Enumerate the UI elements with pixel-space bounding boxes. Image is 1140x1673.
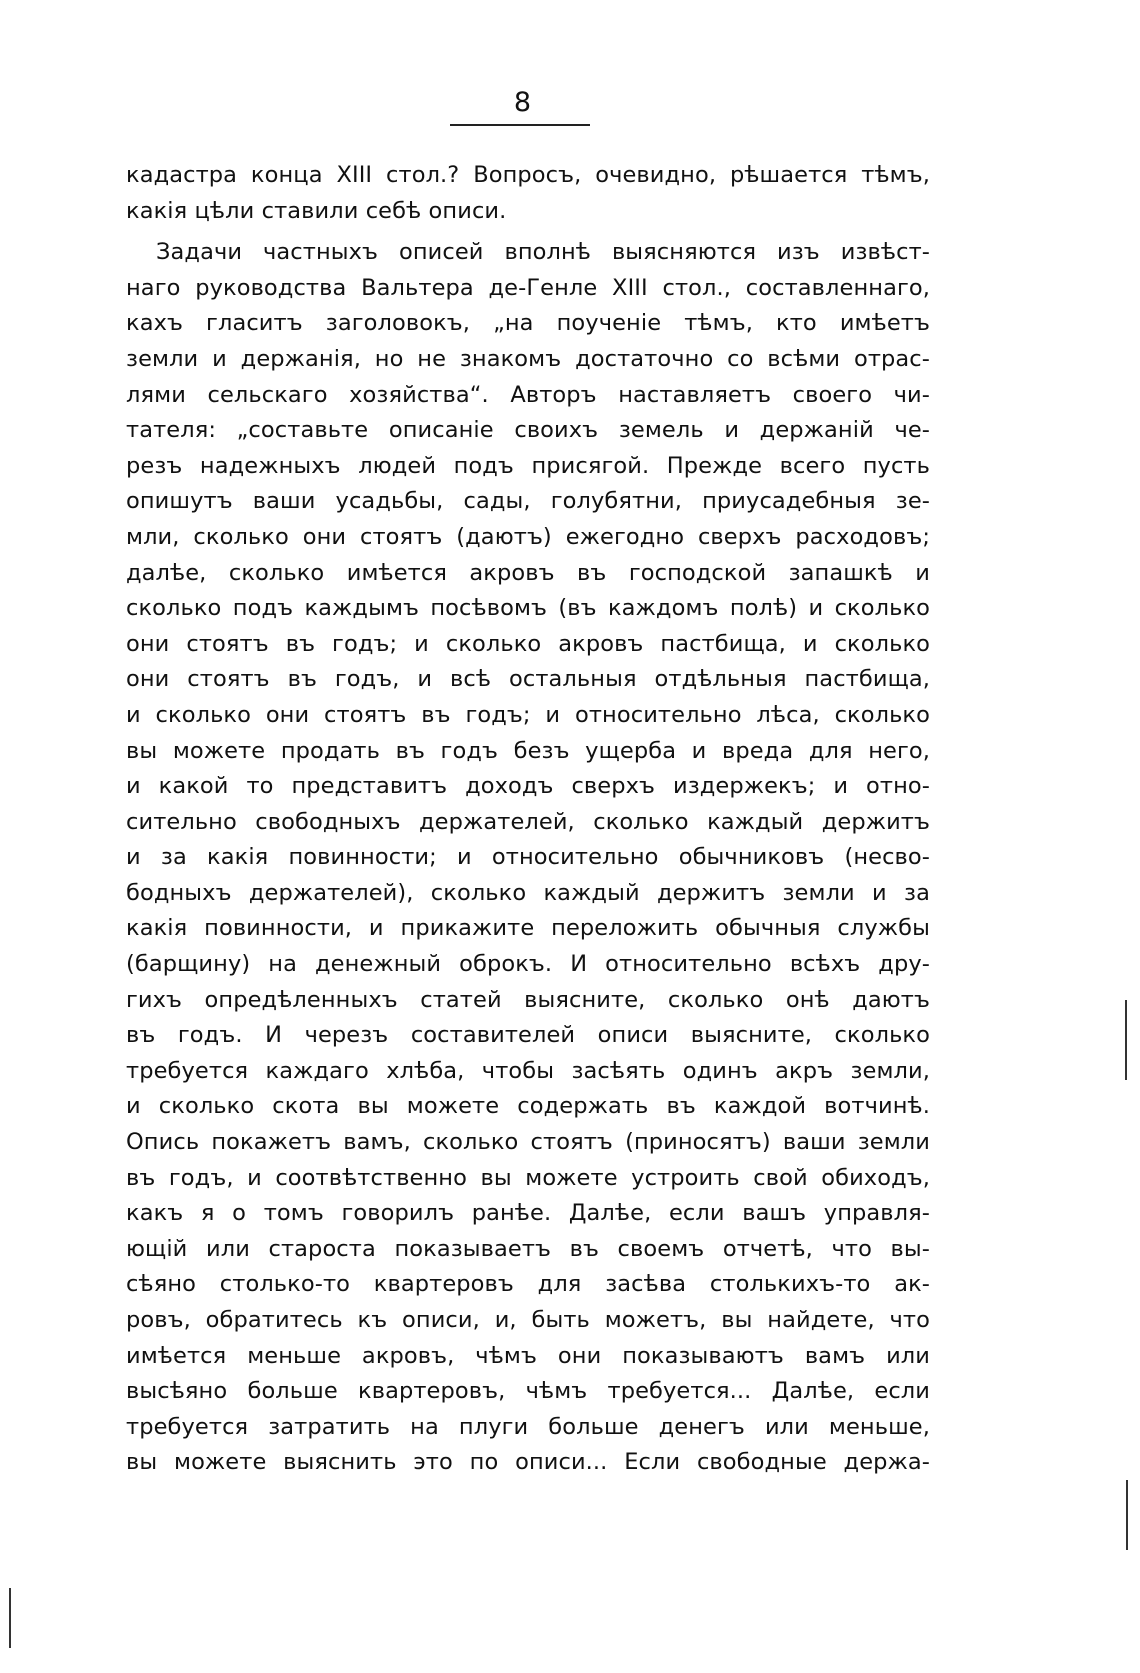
body-text (126, 158, 930, 1481)
text-line: кахъ гласитъ заголовокъ, „на поученіе тѣмъ, кто имѣетъ (126, 310, 930, 337)
text-line: тателя: „составьте описаніе своихъ земель и держаній че- (126, 417, 930, 444)
text-line: (барщину) на денежный оброкъ. И относительно всѣхъ дру- (126, 951, 930, 978)
margin-mark (1125, 1000, 1127, 1080)
text-line: бодныхъ держателей), сколько каждый держитъ земли и за (126, 879, 930, 906)
text-line: сительно свободныхъ держателей, сколько каждый держитъ (126, 808, 930, 835)
text-line: ющій или староста показываетъ въ своемъ отчетѣ, что вы- (126, 1235, 930, 1262)
text-line: имѣется меньше акровъ, чѣмъ они показываютъ вамъ или (126, 1342, 930, 1369)
text-line: требуется затратить на плуги больше денегъ или меньше, (126, 1413, 930, 1440)
text-line: Опись покажетъ вамъ, сколько стоятъ (приносятъ) ваши земли (126, 1129, 930, 1156)
text-line: земли и держанія, но не знакомъ достаточно со всѣми отрас- (126, 345, 930, 372)
text-line: лями сельскаго хозяйства“. Авторъ наставляетъ своего чи- (126, 381, 930, 408)
text-line: ровъ, обратитесь къ описи, и, быть можетъ, вы найдете, что (126, 1307, 930, 1333)
text-line: опишутъ ваши усадьбы, сады, голубятни, приусадебныя зе- (126, 488, 930, 515)
text-line: вы можете продать въ годъ безъ ущерба и вреда для него, (126, 737, 930, 764)
text-line: сколько подъ каждымъ посѣвомъ (въ каждомъ полѣ) и сколько (126, 595, 930, 622)
text-line: гихъ опредѣленныхъ статей выясните, сколько онѣ даютъ (126, 986, 930, 1013)
text-line: въ годъ. И черезъ составителей описи выясните, сколько (126, 1022, 930, 1049)
text-line: резъ надежныхъ людей подъ присягой. Прежде всего пусть (126, 452, 930, 479)
text-line: какія повинности, и прикажите переложить обычныя службы (126, 915, 930, 942)
text-line: сѣяно столько-то квартеровъ для засѣва столькихъ-то ак- (126, 1271, 930, 1298)
text-line: высѣяно больше квартеровъ, чѣмъ требуется... Далѣе, если (126, 1378, 930, 1405)
text-line: и за какія повинности; и относительно обычниковъ (несво- (126, 844, 930, 871)
text-line: и какой то представитъ доходъ сверхъ издержекъ; и отно- (126, 773, 930, 800)
text-line: въ годъ, и соотвѣтственно вы можете устроить свой обиходъ, (126, 1164, 930, 1191)
text-line: и сколько скота вы можете содержать въ каждой вотчинѣ. (126, 1093, 930, 1120)
margin-mark (1126, 1480, 1128, 1550)
text-line: какъ я о томъ говорилъ ранѣе. Далѣе, если вашъ управля- (126, 1200, 930, 1227)
text-line: далѣе, сколько имѣется акровъ въ господской запашкѣ и (126, 559, 930, 586)
text-line: мли, сколько они стоятъ (даютъ) ежегодно сверхъ расходовъ; (126, 523, 930, 550)
text-line: какія цѣли ставили себѣ описи. (126, 197, 507, 224)
text-line: и сколько они стоятъ въ годъ; и относительно лѣса, сколько (126, 701, 930, 728)
text-line: они стоятъ въ годъ, и всѣ остальныя отдѣльныя пастбища, (126, 666, 930, 693)
text-line: требуется каждаго хлѣба, чтобы засѣять одинъ акръ земли, (126, 1057, 930, 1084)
margin-mark (9, 1588, 11, 1648)
page-number: 8 (513, 87, 532, 118)
text-line: Задачи частныхъ описей вполнѣ выясняются изъ извѣст- (156, 239, 930, 266)
text-line: кадастра конца XIII стол.? Вопросъ, очевидно, рѣшается тѣмъ, (126, 162, 930, 188)
text-line: вы можете выяснить это по описи... Если свободные держа- (126, 1449, 930, 1476)
page-number-rule (450, 124, 590, 126)
text-line: наго руководства Вальтера де-Генле XIII стол., составленнаго, (126, 274, 930, 301)
text-line: они стоятъ въ годъ; и сколько акровъ пастбища, и сколько (126, 630, 930, 657)
